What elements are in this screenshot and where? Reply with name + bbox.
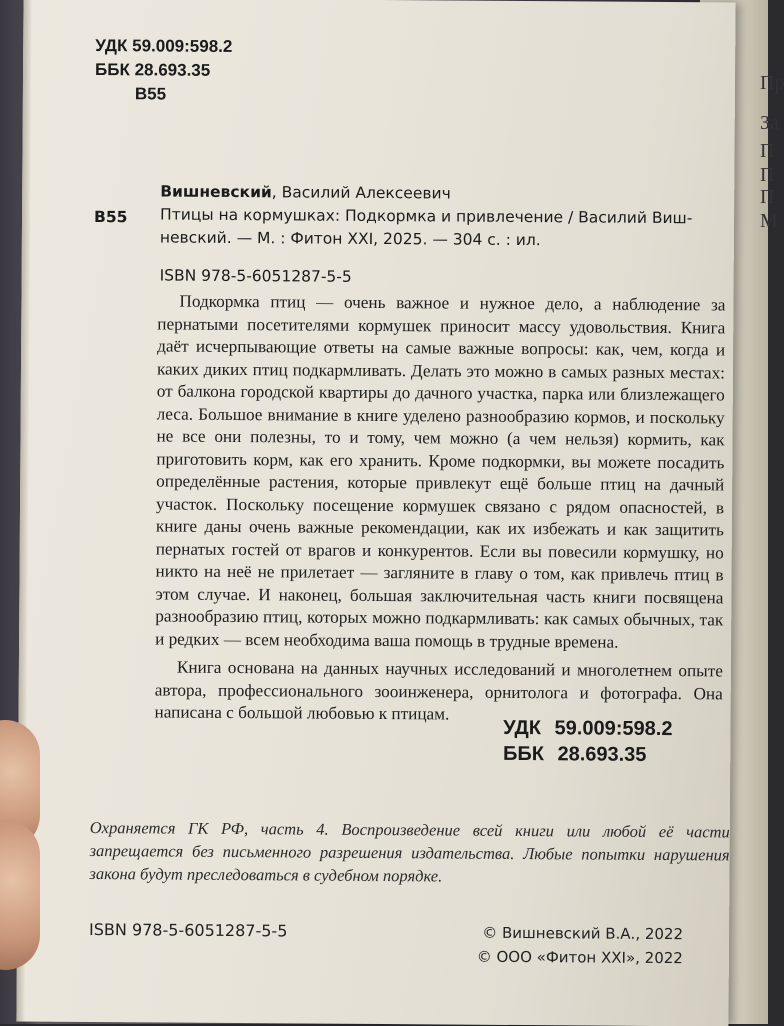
isbn-footer: ISBN 978-5-6051287-5-5 — [89, 920, 288, 941]
udk-code: УДК 59.009:598.2 — [95, 36, 233, 56]
next-page-fragment: П — [760, 186, 775, 208]
author-name: , Василий Алексеевич — [271, 183, 451, 203]
copyright-lines — [477, 921, 683, 970]
annotation — [155, 290, 726, 727]
next-page-fragment: М — [760, 210, 778, 232]
copyright-notice: Охраняется ГК РФ, часть 4. Воспроизведение всей книги или любой её части запрещается без письменного разрешения издательства. Любые попытки нарушения закона будут преследоваться в судебном порядке. — [89, 818, 730, 886]
copyright-author: © Вишневский В.А., 2022 — [482, 923, 684, 944]
classification-codes-top — [95, 34, 233, 107]
next-page-fragment: За — [760, 112, 779, 134]
entry-isbn: ISBN 978-5-6051287-5-5 — [159, 266, 352, 286]
annotation-paragraph: Подкормка птиц — очень важное и нужное дело, а наблюдение за пернатыми посетителями кормушек приносит массу удовольствия. Книга даёт исчерпывающие ответы на самые важные вопросы: как, чем, когда и каких диких птиц подкармливать. Делать это можно в самых разных местах: от балкона городской квартиры до дачного участка, парка или близлежащего леса. Большое внимание в книге уделено разнообразию кормов, и поскольку не все они полезны, то и тому, чем можно (а чем нельзя) кормить, как приготовить корм, как его хранить. Кроме подкормки, вы можете посадить определённые растения, которые привлекут ещё больше птиц на дачный участок. Поскольку посещение кормушек связано с рядом опасностей, в книге даны очень важные рекомендации, как их избежать и как защитить пернатых гостей от врагов и конкурентов. Если вы повесили кормушку, но никто на неё не прилетает — загляните в главу о том, как привлечь птиц в этом случае. И наконец, большая заключительная часть книги посвящена разнообразию птиц, которых можно подкармливать: как самых обычных, так и редких — всем необходима ваша помощь в трудные времена. — [155, 291, 726, 652]
classification-codes-bottom — [503, 715, 673, 768]
author-surname: Вишневский — [160, 182, 272, 202]
entry-imprint-line: невский. — М. : Фитон XXI, 2025. — 304 с. : ил. — [159, 228, 541, 250]
finger — [0, 820, 40, 970]
book-page — [16, 0, 735, 1026]
next-page-fragment: П — [760, 140, 775, 162]
entry-author-mark: В55 — [93, 208, 128, 227]
entry-title-line: Птицы на кормушках: Подкормка и привлечение / Василий Виш- — [160, 205, 693, 228]
annotation-paragraph: Книга основана на данных научных исследований и многолетнем опыте автора, профессионального зооинженера, орнитолога и фотографа. Она написана с большой любовью к птицам. — [154, 657, 723, 724]
author-mark: В55 — [134, 84, 167, 104]
bibliographic-entry — [94, 180, 715, 291]
copyright-publisher: © ООО «Фитон XXI», 2022 — [476, 947, 683, 968]
next-page-fragment: Пр — [760, 72, 784, 94]
next-page-fragment: П — [760, 164, 775, 186]
bbk-code: ББК 28.693.35 — [95, 60, 211, 80]
udk-code: УДК 59.009:598.2 — [503, 716, 673, 741]
bbk-code: ББК 28.693.35 — [502, 742, 647, 766]
